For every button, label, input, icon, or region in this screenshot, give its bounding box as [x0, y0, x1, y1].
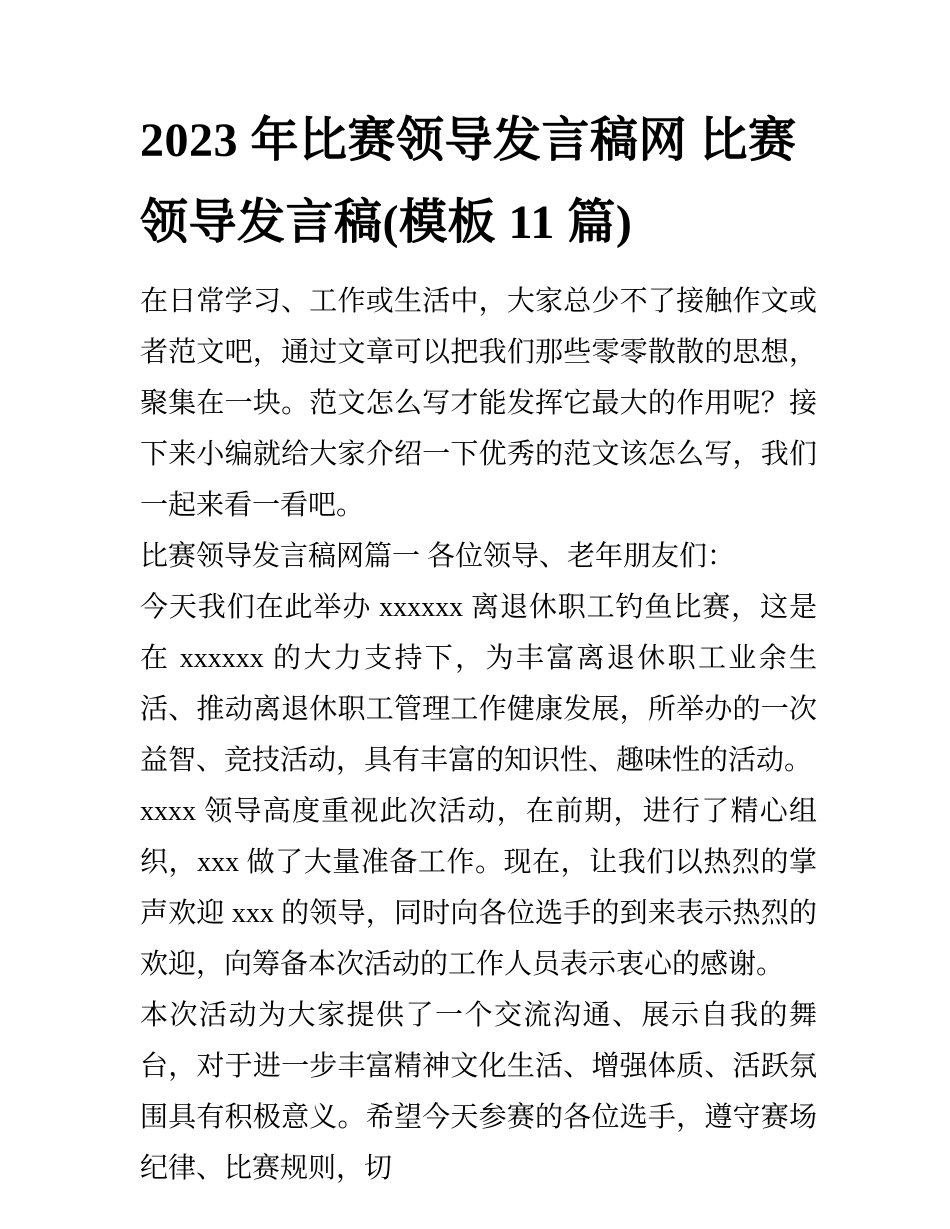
document-paragraph: 今天我们在此举办 xxxxxx 离退休职工钓鱼比赛，这是在 xxxxxx 的大力支持下，为丰富离退休职工业余生活、推动离退休职工管理工作健康发展，所举办的一次益智、竞技活动，具有丰富的知识性、趣味性的活动。 [140, 592, 817, 776]
document-paragraph: 比赛领导发言稿网篇一 各位领导、老年朋友们： [140, 541, 736, 572]
document-body [140, 276, 817, 1194]
document-title: 2023 年比赛领导发言稿网 比赛领导发言稿(模板 11 篇) [140, 114, 797, 249]
document-paragraph: xxxx 领导高度重视此次活动，在前期，进行了精心组织，xxx 做了大量准备工作。现在，让我们以热烈的掌声欢迎 xxx 的领导，同时向各位选手的到来表示热烈的欢迎，向筹备本次活动的工作人员表示衷心的感谢。 [140, 796, 817, 980]
document-paragraph: 在日常学习、工作或生活中，大家总少不了接触作文或者范文吧，通过文章可以把我们那些零零散散的思想，聚集在一块。范文怎么写才能发挥它最大的作用呢？接下来小编就给大家介绍一下优秀的范文该怎么写，我们一起来看一看吧。 [140, 286, 817, 521]
document-paragraph: 本次活动为大家提供了一个交流沟通、展示自我的舞台，对于进一步丰富精神文化生活、增强体质、活跃氛围具有积极意义。希望今天参赛的各位选手，遵守赛场纪律、比赛规则，切 [140, 1000, 817, 1184]
